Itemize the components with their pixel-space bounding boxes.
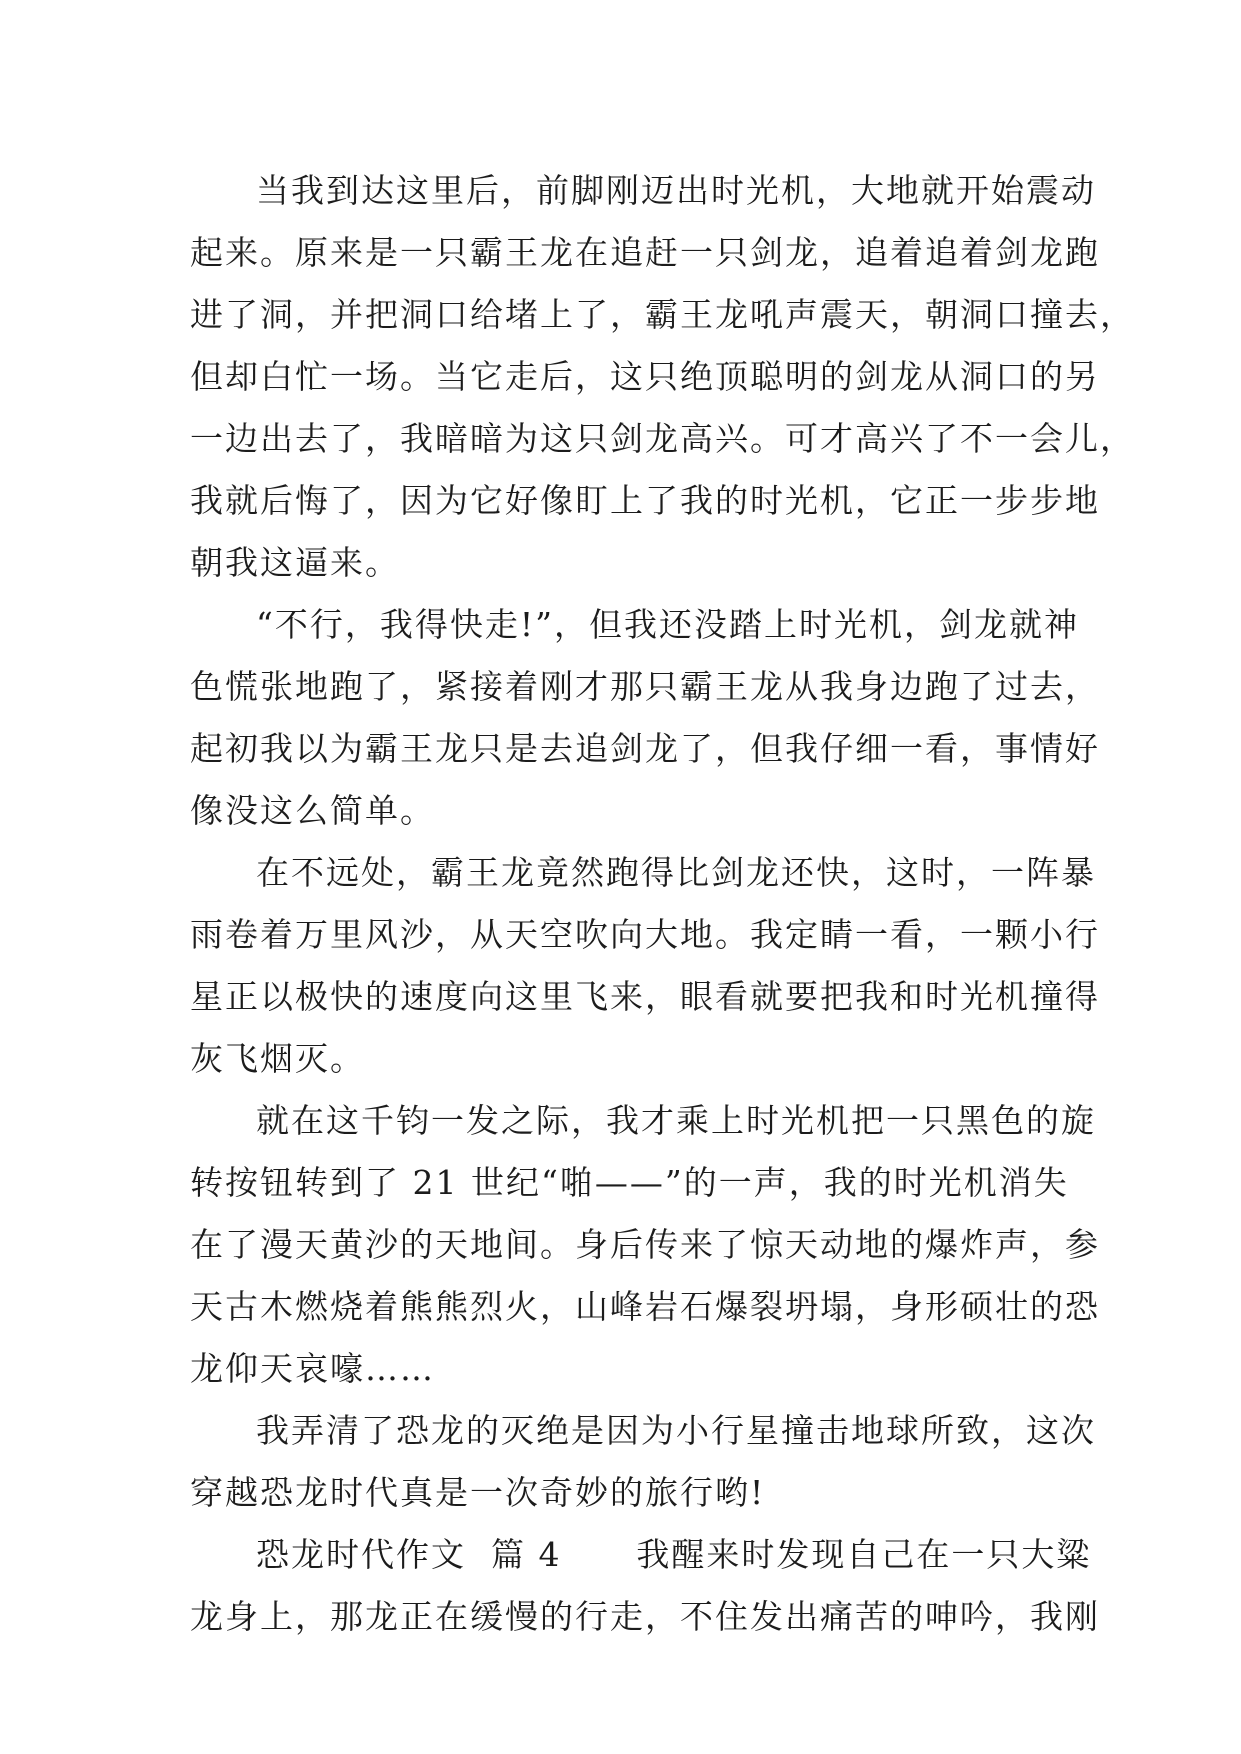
text-line: 我弄清了恐龙的灭绝是因为小行星撞击地球所致，这次 (256, 1411, 1096, 1450)
text-line: 色慌张地跑了，紧接着刚才那只霸王龙从我身边跑了过去， (190, 667, 1100, 706)
text-line: 恐龙时代作文 篇 4 我醒来时发现自己在一只大粱 (256, 1535, 1092, 1574)
paragraph-5 (190, 1400, 1096, 1524)
essay-body (190, 160, 1135, 1648)
text-line: 龙身上，那龙正在缓慢的行走，不住发出痛苦的呻吟，我刚 (190, 1597, 1100, 1636)
text-line: 在不远处，霸王龙竟然跑得比剑龙还快，这时，一阵暴 (256, 853, 1096, 892)
paragraph-3 (190, 842, 1100, 1090)
text-line: 在了漫天黄沙的天地间。身后传来了惊天动地的爆炸声，参 (190, 1225, 1100, 1264)
text-line: 但却白忙一场。当它走后，这只绝顶聪明的剑龙从洞口的另 (190, 357, 1100, 396)
paragraph-6 (190, 1524, 1100, 1648)
text-line: 转按钮转到了 21 世纪“啪——”的一声，我的时光机消失 (190, 1163, 1069, 1202)
text-line: 穿越恐龙时代真是一次奇妙的旅行哟! (190, 1473, 766, 1512)
paragraph-1 (190, 160, 1135, 594)
text-line: 一边出去了，我暗暗为这只剑龙高兴。可才高兴了不一会儿， (190, 419, 1135, 458)
text-line: 当我到达这里后，前脚刚迈出时光机，大地就开始震动 (256, 171, 1096, 210)
text-line: 灰飞烟灭。 (190, 1039, 365, 1078)
text-line: 起初我以为霸王龙只是去追剑龙了，但我仔细一看，事情好 (190, 729, 1100, 768)
text-line: 我就后悔了，因为它好像盯上了我的时光机，它正一步步地 (190, 481, 1100, 520)
text-line: 星正以极快的速度向这里飞来，眼看就要把我和时光机撞得 (190, 977, 1100, 1016)
text-line: 天古木燃烧着熊熊烈火，山峰岩石爆裂坍塌，身形硕壮的恐 (190, 1287, 1100, 1326)
text-line: 龙仰天哀嚎…… (190, 1349, 435, 1388)
text-line: 朝我这逼来。 (190, 543, 400, 582)
text-line: 进了洞，并把洞口给堵上了，霸王龙吼声震天，朝洞口撞去， (190, 295, 1135, 334)
text-line: 起来。原来是一只霸王龙在追赶一只剑龙，追着追着剑龙跑 (190, 233, 1100, 272)
text-line: “不行，我得快走!”，但我还没踏上时光机，剑龙就神 (256, 605, 1080, 644)
paragraph-4 (190, 1090, 1100, 1400)
text-line: 雨卷着万里风沙，从天空吹向大地。我定睛一看，一颗小行 (190, 915, 1100, 954)
paragraph-2 (190, 594, 1100, 842)
text-line: 就在这千钧一发之际，我才乘上时光机把一只黑色的旋 (256, 1101, 1096, 1140)
text-line: 像没这么简单。 (190, 791, 435, 830)
